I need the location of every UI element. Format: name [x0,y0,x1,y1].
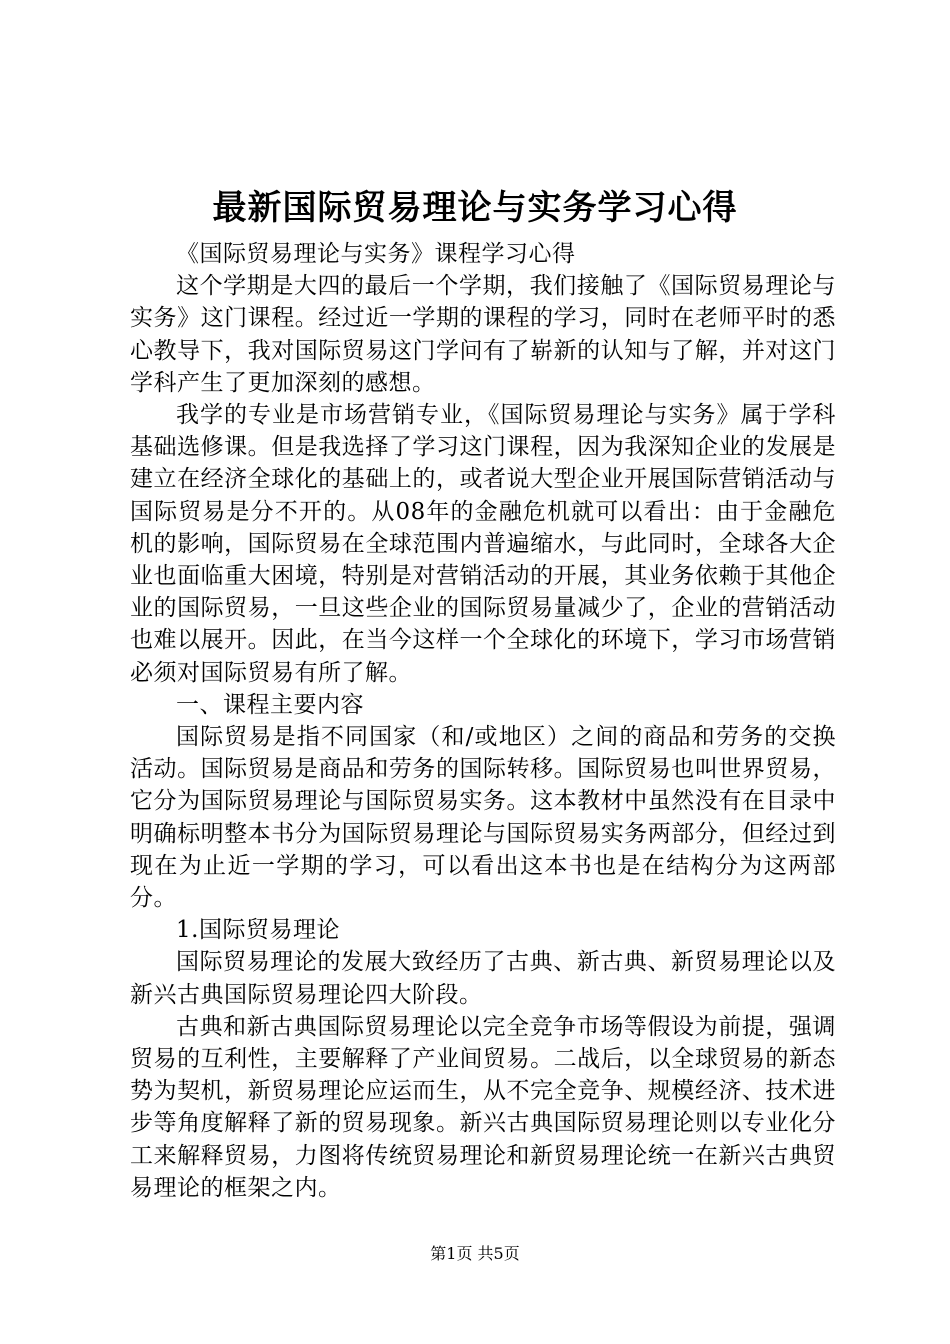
subsection-heading: 1.国际贸易理论 [176,917,340,944]
document-body [130,238,836,1204]
body-paragraph: 古典和新古典国际贸易理论以完全竞争市场等假设为前提，强调贸易的互利性，主要解释了产业间贸易。二战后，以全球贸易的新态势为契机，新贸易理论应运而生，从不完全竞争、规模经济、技术进步等角度解释了新的贸易现象。新兴古典国际贸易理论则以专业化分工来解释贸易，力图将传统贸易理论和新贸易理论统一在新兴古典贸易理论的框架之内。 [130,1013,836,1201]
body-paragraph: 国际贸易是指不同国家（和/或地区）之间的商品和劳务的交换活动。国际贸易是商品和劳务的国际转移。国际贸易也叫世界贸易，它分为国际贸易理论与国际贸易实务。这本教材中虽然没有在目录中明确标明整本书分为国际贸易理论与国际贸易实务两部分，但经过到现在为止近一学期的学习，可以看出这本书也是在结构分为这两部分。 [130,724,836,912]
body-paragraph: 国际贸易理论的发展大致经历了古典、新古典、新贸易理论以及新兴古典国际贸易理论四大阶段。 [130,949,836,1008]
subtitle-paragraph: 《国际贸易理论与实务》课程学习心得 [176,241,576,267]
page-footer: 第1页 共5页 [430,1244,520,1263]
body-paragraph: 这个学期是大四的最后一个学期，我们接触了《国际贸易理论与实务》这门课程。经过近一学期的课程的学习，同时在老师平时的悉心教导下，我对国际贸易这门学问有了崭新的认知与了解，并对这门学科产生了更加深刻的感想。 [130,273,836,396]
body-paragraph: 我学的专业是市场营销专业，《国际贸易理论与实务》属于学科基础选修课。但是我选择了学习这门课程，因为我深知企业的发展是建立在经济全球化的基础上的，或者说大型企业开展国际营销活动与国际贸易是分不开的。从08年的金融危机就可以看出：由于金融危机的影响，国际贸易在全球范围内普遍缩水，与此同时，全球各大企业也面临重大困境，特别是对营销活动的开展，其业务依赖于其他企业的国际贸易，一旦这些企业的国际贸易量减少了，企业的营销活动也难以展开。因此，在当今这样一个全球化的环境下，学习市场营销必须对国际贸易有所了解。 [130,402,836,686]
document-title: 最新国际贸易理论与实务学习心得 [212,188,738,228]
section-heading: 一、课程主要内容 [176,691,364,718]
